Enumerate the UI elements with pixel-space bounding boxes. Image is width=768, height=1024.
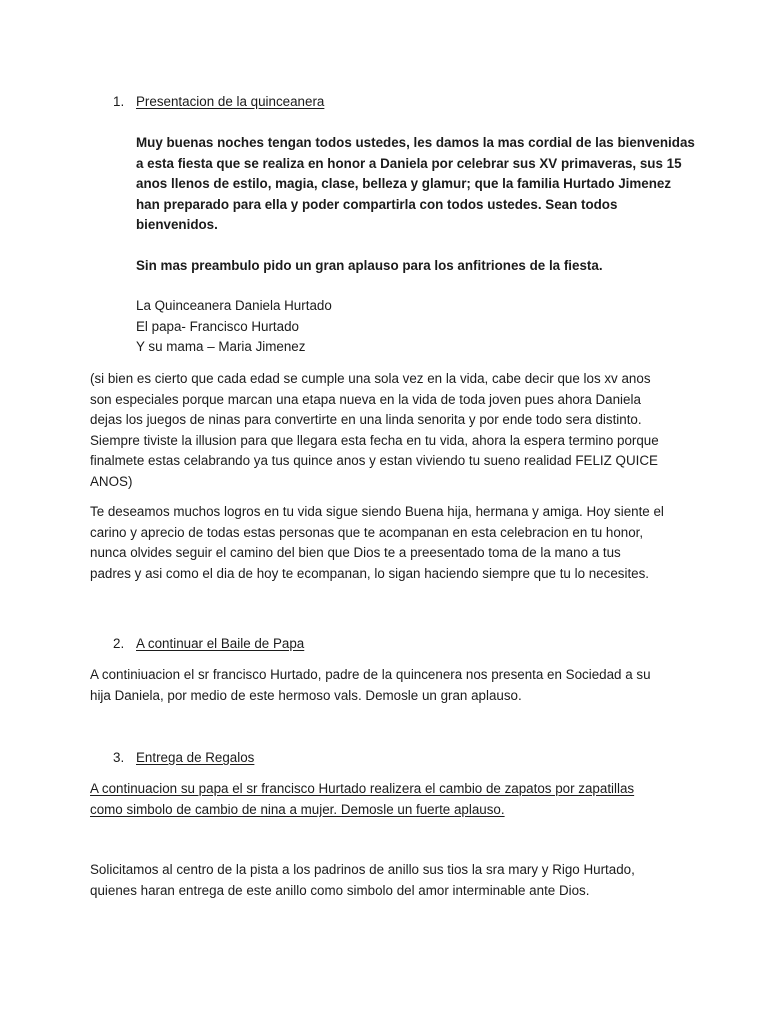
text-line: a esta fiesta que se realiza en honor a Daniela por celebrar sus XV primaveras, sus 15 — [136, 155, 682, 171]
applause-line: Sin mas preambulo pido un gran aplauso para los anfitriones de la fiesta. — [136, 258, 603, 273]
text-line: (si bien es cierto que cada edad se cumple una sola vez en la vida, cabe decir que los xv anos — [90, 371, 651, 386]
text-line: carino y aprecio de todas estas personas que te acompanan en esta celebracion en tu honor, — [90, 524, 644, 540]
host-item: El papa- Francisco Hurtado — [136, 318, 299, 334]
text-line: anos llenos de estilo, magia, clase, belleza y glamur; que la familia Hurtado Jimenez — [136, 176, 672, 191]
text-line: padres y asi como el dia de hoy te ecompanan, lo sigan haciendo siempre que tu lo necesites. — [90, 565, 650, 581]
host-item: La Quinceanera Daniela Hurtado — [136, 298, 332, 313]
text-line: Muy buenas noches tengan todos ustedes, les damos la mas cordial de las bienvenidas — [136, 135, 695, 150]
section-number: 2. — [113, 636, 125, 651]
text-line: como simbolo de cambio de nina a mujer. Demosle un fuerte aplauso. — [90, 801, 505, 817]
section-number: 3. — [113, 750, 125, 765]
text-line: Solicitamos al centro de la pista a los padrinos de anillo sus tios la sra mary y Rigo Hurtado, — [90, 862, 635, 877]
section-number: 1. — [113, 94, 125, 109]
text-line: ANOS) — [90, 473, 133, 489]
section-heading: Entrega de Regalos — [136, 750, 255, 765]
text-line: quienes haran entrega de este anillo como simbolo del amor interminable ante Dios. — [90, 882, 590, 898]
text-line: son especiales porque marcan una etapa nueva en la vida de toda joven pues ahora Daniela — [90, 391, 641, 407]
section-heading: A continuar el Baile de Papa — [136, 636, 305, 651]
text-line: hija Daniela, por medio de este hermoso vals. Demosle un gran aplauso. — [90, 687, 522, 703]
text-line: A continiuacion el sr francisco Hurtado, padre de la quincenera nos presenta en Sociedad a su — [90, 667, 651, 682]
section-heading: Presentacion de la quinceanera — [136, 94, 325, 109]
text-line: bienvenidos. — [136, 217, 218, 232]
text-line: han preparado para ella y poder compartirla con todos ustedes. Sean todos — [136, 196, 618, 212]
text-line: A continuacion su papa el sr francisco Hurtado realizera el cambio de zapatos por zapatillas — [90, 781, 635, 796]
text-line: Siempre tiviste la illusion para que llegara esta fecha en tu vida, ahora la espera termino porque — [90, 432, 659, 448]
text-line: finalmete estas celabrando ya tus quince anos y estan viviendo tu sueno realidad FELIZ QUICE — [90, 453, 658, 468]
text-line: Te deseamos muchos logros en tu vida sigue siendo Buena hija, hermana y amiga. Hoy siente el — [90, 504, 664, 519]
host-item: Y su mama – Maria Jimenez — [136, 339, 306, 354]
text-line: dejas los juegos de ninas para convertirte en una linda senorita y por ende todo sera distinto. — [90, 412, 642, 427]
text-line: nunca olvides seguir el camino del bien que Dios te a preesentado toma de la mano a tus — [90, 545, 621, 560]
